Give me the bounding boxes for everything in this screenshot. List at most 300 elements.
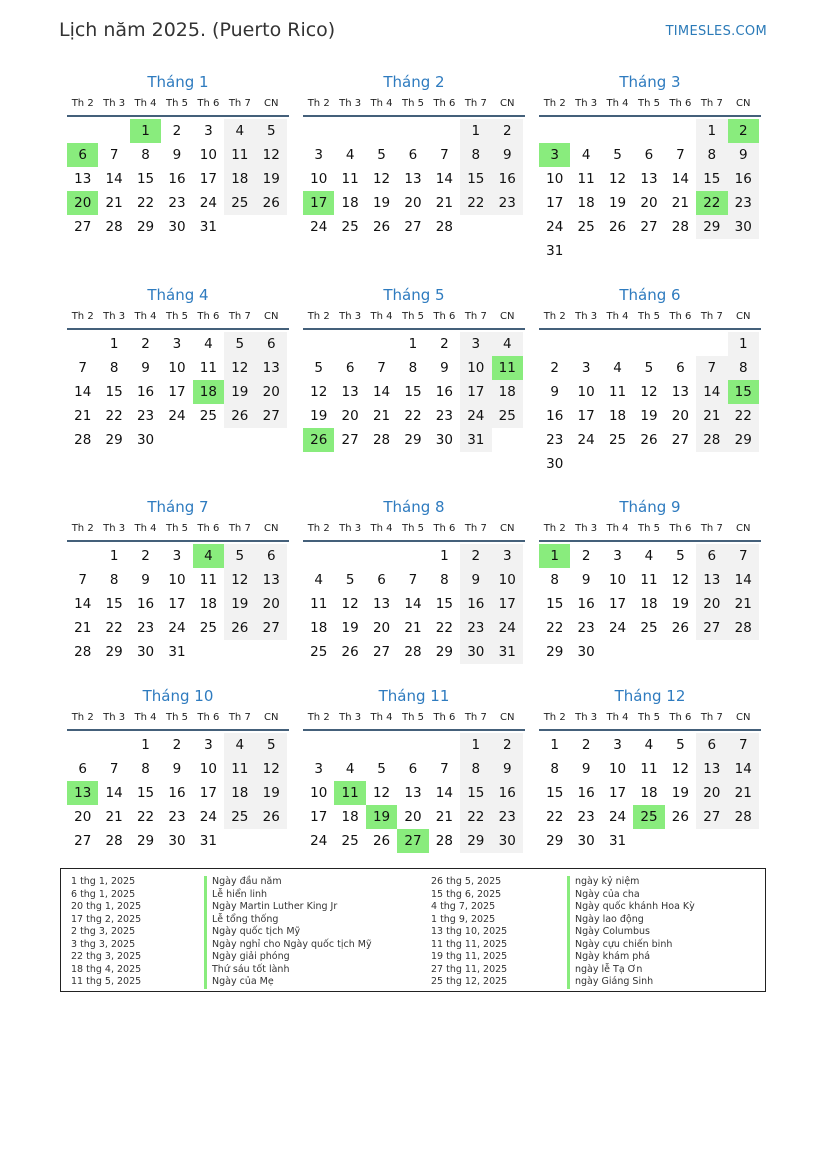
- day-cell[interactable]: 7: [728, 733, 759, 757]
- day-cell[interactable]: 23: [460, 616, 491, 640]
- day-cell[interactable]: 18: [224, 167, 255, 191]
- day-cell[interactable]: 30: [577, 644, 595, 660]
- day-cell[interactable]: 11: [341, 171, 359, 187]
- day-cell[interactable]: 11: [577, 171, 595, 187]
- day-cell[interactable]: 7: [440, 147, 449, 163]
- day-cell[interactable]: 7: [696, 356, 727, 380]
- day-cell[interactable]: 16: [492, 781, 523, 805]
- day-cell[interactable]: 24: [199, 809, 217, 825]
- day-cell[interactable]: 2: [460, 544, 491, 568]
- day-cell[interactable]: 1: [109, 548, 119, 564]
- day-cell[interactable]: 31: [460, 428, 491, 452]
- day-cell[interactable]: 13: [696, 568, 727, 592]
- day-cell[interactable]: 16: [168, 171, 186, 187]
- day-cell[interactable]: 8: [109, 360, 119, 376]
- day-cell[interactable]: 10: [608, 572, 627, 588]
- day-cell[interactable]: 26: [671, 620, 689, 636]
- day-cell[interactable]: 6: [256, 544, 287, 568]
- day-cell[interactable]: 19: [256, 167, 287, 191]
- day-cell[interactable]: 25: [199, 620, 217, 636]
- day-cell[interactable]: 9: [460, 568, 491, 592]
- day-cell[interactable]: 22: [105, 408, 123, 424]
- day-cell[interactable]: 5: [377, 147, 386, 163]
- day-cell[interactable]: 21: [105, 809, 123, 825]
- day-cell[interactable]: 28: [435, 219, 453, 235]
- day-cell[interactable]: 2: [172, 123, 182, 139]
- day-cell[interactable]: 12: [671, 572, 689, 588]
- day-cell[interactable]: 21: [435, 809, 453, 825]
- day-cell[interactable]: 17: [608, 785, 627, 801]
- day-cell[interactable]: 27: [696, 616, 727, 640]
- day-cell[interactable]: 15: [435, 596, 453, 612]
- day-cell[interactable]: 26: [608, 219, 627, 235]
- day-cell[interactable]: 1: [109, 336, 119, 352]
- day-cell[interactable]: 23: [136, 620, 155, 636]
- day-cell[interactable]: 4: [314, 572, 323, 588]
- day-cell[interactable]: 13: [404, 785, 422, 801]
- day-cell[interactable]: 24: [168, 408, 186, 424]
- day-cell[interactable]: 30: [577, 833, 595, 849]
- day-cell[interactable]: 1: [440, 548, 449, 564]
- day-cell[interactable]: 25: [224, 191, 255, 215]
- day-cell[interactable]: 23: [492, 805, 523, 829]
- day-cell[interactable]: 11: [310, 596, 328, 612]
- day-cell[interactable]: 8: [460, 143, 491, 167]
- day-cell[interactable]: 26: [224, 404, 255, 428]
- day-cell[interactable]: 2: [492, 733, 523, 757]
- day-cell[interactable]: 23: [168, 809, 186, 825]
- day-cell[interactable]: 11: [199, 360, 217, 376]
- day-cell[interactable]: 19: [671, 596, 689, 612]
- day-cell[interactable]: 22: [460, 805, 491, 829]
- day-cell[interactable]: 10: [199, 761, 217, 777]
- day-cell[interactable]: 4: [644, 737, 654, 753]
- day-cell[interactable]: 29: [460, 829, 491, 853]
- day-cell[interactable]: 24: [492, 616, 523, 640]
- day-cell[interactable]: 5: [256, 733, 287, 757]
- holiday-day-cell[interactable]: 6: [67, 143, 98, 167]
- day-cell[interactable]: 31: [168, 644, 186, 660]
- day-cell[interactable]: 2: [141, 548, 150, 564]
- day-cell[interactable]: 18: [310, 620, 328, 636]
- day-cell[interactable]: 23: [728, 191, 759, 215]
- day-cell[interactable]: 29: [404, 432, 422, 448]
- day-cell[interactable]: 5: [644, 360, 654, 376]
- day-cell[interactable]: 20: [696, 592, 727, 616]
- day-cell[interactable]: 18: [341, 809, 359, 825]
- day-cell[interactable]: 10: [199, 147, 217, 163]
- day-cell[interactable]: 28: [435, 833, 453, 849]
- day-cell[interactable]: 15: [105, 596, 123, 612]
- day-cell[interactable]: 12: [372, 171, 391, 187]
- day-cell[interactable]: 15: [546, 785, 564, 801]
- day-cell[interactable]: 3: [492, 544, 523, 568]
- day-cell[interactable]: 16: [577, 596, 595, 612]
- day-cell[interactable]: 29: [546, 644, 564, 660]
- day-cell[interactable]: 1: [141, 737, 150, 753]
- day-cell[interactable]: 18: [492, 380, 523, 404]
- day-cell[interactable]: 3: [460, 332, 491, 356]
- day-cell[interactable]: 28: [671, 219, 689, 235]
- day-cell[interactable]: 16: [168, 785, 186, 801]
- day-cell[interactable]: 9: [728, 143, 759, 167]
- day-cell[interactable]: 30: [460, 640, 491, 664]
- day-cell[interactable]: 6: [644, 147, 654, 163]
- day-cell[interactable]: 10: [310, 785, 328, 801]
- holiday-day-cell[interactable]: 15: [728, 380, 759, 404]
- day-cell[interactable]: 7: [728, 544, 759, 568]
- day-cell[interactable]: 18: [199, 596, 217, 612]
- day-cell[interactable]: 24: [460, 404, 491, 428]
- day-cell[interactable]: 1: [696, 119, 727, 143]
- day-cell[interactable]: 5: [224, 332, 255, 356]
- holiday-day-cell[interactable]: 26: [303, 428, 334, 452]
- day-cell[interactable]: 23: [492, 191, 523, 215]
- day-cell[interactable]: 27: [341, 432, 359, 448]
- holiday-day-cell[interactable]: 27: [397, 829, 428, 853]
- day-cell[interactable]: 10: [492, 568, 523, 592]
- day-cell[interactable]: 5: [314, 360, 323, 376]
- day-cell[interactable]: 29: [136, 219, 155, 235]
- day-cell[interactable]: 1: [408, 336, 418, 352]
- day-cell[interactable]: 16: [546, 408, 564, 424]
- day-cell[interactable]: 4: [644, 548, 654, 564]
- day-cell[interactable]: 14: [74, 384, 92, 400]
- day-cell[interactable]: 14: [671, 171, 689, 187]
- day-cell[interactable]: 16: [728, 167, 759, 191]
- day-cell[interactable]: 21: [728, 592, 759, 616]
- day-cell[interactable]: 26: [256, 805, 287, 829]
- day-cell[interactable]: 29: [136, 833, 155, 849]
- day-cell[interactable]: 28: [404, 644, 422, 660]
- day-cell[interactable]: 27: [696, 805, 727, 829]
- day-cell[interactable]: 17: [199, 785, 217, 801]
- day-cell[interactable]: 14: [372, 384, 391, 400]
- day-cell[interactable]: 8: [141, 147, 150, 163]
- day-cell[interactable]: 25: [492, 404, 523, 428]
- holiday-day-cell[interactable]: 17: [303, 191, 334, 215]
- day-cell[interactable]: 15: [460, 781, 491, 805]
- day-cell[interactable]: 12: [256, 143, 287, 167]
- day-cell[interactable]: 20: [256, 592, 287, 616]
- day-cell[interactable]: 11: [608, 384, 627, 400]
- day-cell[interactable]: 5: [676, 737, 685, 753]
- day-cell[interactable]: 16: [136, 596, 155, 612]
- day-cell[interactable]: 29: [435, 644, 453, 660]
- day-cell[interactable]: 26: [341, 644, 359, 660]
- day-cell[interactable]: 7: [676, 147, 685, 163]
- day-cell[interactable]: 6: [78, 761, 87, 777]
- day-cell[interactable]: 7: [408, 572, 418, 588]
- day-cell[interactable]: 30: [728, 215, 759, 239]
- day-cell[interactable]: 14: [105, 171, 123, 187]
- day-cell[interactable]: 6: [256, 332, 287, 356]
- day-cell[interactable]: 16: [136, 384, 155, 400]
- day-cell[interactable]: 14: [74, 596, 92, 612]
- day-cell[interactable]: 24: [546, 219, 564, 235]
- day-cell[interactable]: 28: [74, 432, 92, 448]
- day-cell[interactable]: 2: [492, 119, 523, 143]
- day-cell[interactable]: 11: [640, 572, 658, 588]
- day-cell[interactable]: 16: [460, 592, 491, 616]
- day-cell[interactable]: 17: [577, 408, 595, 424]
- day-cell[interactable]: 26: [640, 432, 658, 448]
- holiday-day-cell[interactable]: 25: [633, 805, 664, 829]
- holiday-day-cell[interactable]: 11: [334, 781, 365, 805]
- day-cell[interactable]: 26: [256, 191, 287, 215]
- day-cell[interactable]: 17: [168, 596, 186, 612]
- day-cell[interactable]: 3: [581, 360, 591, 376]
- day-cell[interactable]: 13: [341, 384, 359, 400]
- day-cell[interactable]: 30: [492, 829, 523, 853]
- day-cell[interactable]: 22: [136, 809, 155, 825]
- holiday-day-cell[interactable]: 2: [728, 119, 759, 143]
- day-cell[interactable]: 19: [310, 408, 328, 424]
- day-cell[interactable]: 9: [141, 360, 150, 376]
- day-cell[interactable]: 7: [109, 147, 119, 163]
- day-cell[interactable]: 17: [199, 171, 217, 187]
- day-cell[interactable]: 15: [404, 384, 422, 400]
- day-cell[interactable]: 10: [460, 356, 491, 380]
- day-cell[interactable]: 8: [550, 761, 559, 777]
- day-cell[interactable]: 2: [581, 737, 591, 753]
- day-cell[interactable]: 17: [310, 809, 328, 825]
- day-cell[interactable]: 29: [105, 432, 123, 448]
- day-cell[interactable]: 19: [341, 620, 359, 636]
- day-cell[interactable]: 8: [440, 572, 449, 588]
- day-cell[interactable]: 30: [435, 432, 453, 448]
- day-cell[interactable]: 12: [310, 384, 328, 400]
- day-cell[interactable]: 15: [546, 596, 564, 612]
- day-cell[interactable]: 21: [435, 195, 453, 211]
- day-cell[interactable]: 13: [671, 384, 689, 400]
- day-cell[interactable]: 19: [671, 785, 689, 801]
- day-cell[interactable]: 2: [172, 737, 182, 753]
- day-cell[interactable]: 9: [581, 761, 591, 777]
- day-cell[interactable]: 16: [577, 785, 595, 801]
- day-cell[interactable]: 8: [408, 360, 418, 376]
- day-cell[interactable]: 27: [404, 219, 422, 235]
- day-cell[interactable]: 3: [613, 737, 622, 753]
- day-cell[interactable]: 23: [136, 408, 155, 424]
- day-cell[interactable]: 4: [492, 332, 523, 356]
- day-cell[interactable]: 8: [141, 761, 150, 777]
- day-cell[interactable]: 3: [204, 123, 213, 139]
- day-cell[interactable]: 9: [141, 572, 150, 588]
- day-cell[interactable]: 24: [310, 219, 328, 235]
- day-cell[interactable]: 9: [550, 384, 559, 400]
- day-cell[interactable]: 28: [105, 219, 123, 235]
- day-cell[interactable]: 5: [613, 147, 622, 163]
- day-cell[interactable]: 5: [224, 544, 255, 568]
- holiday-day-cell[interactable]: 1: [130, 119, 161, 143]
- day-cell[interactable]: 12: [608, 171, 627, 187]
- day-cell[interactable]: 3: [172, 548, 182, 564]
- day-cell[interactable]: 23: [546, 432, 564, 448]
- day-cell[interactable]: 28: [696, 428, 727, 452]
- day-cell[interactable]: 10: [546, 171, 564, 187]
- holiday-day-cell[interactable]: 3: [539, 143, 570, 167]
- day-cell[interactable]: 21: [728, 781, 759, 805]
- day-cell[interactable]: 27: [640, 219, 658, 235]
- day-cell[interactable]: 25: [310, 644, 328, 660]
- day-cell[interactable]: 6: [676, 360, 685, 376]
- day-cell[interactable]: 30: [136, 644, 155, 660]
- day-cell[interactable]: 13: [256, 356, 287, 380]
- day-cell[interactable]: 25: [577, 219, 595, 235]
- day-cell[interactable]: 5: [377, 761, 386, 777]
- day-cell[interactable]: 6: [345, 360, 355, 376]
- holiday-day-cell[interactable]: 1: [539, 544, 570, 568]
- day-cell[interactable]: 3: [172, 336, 182, 352]
- holiday-day-cell[interactable]: 18: [193, 380, 224, 404]
- day-cell[interactable]: 18: [640, 785, 658, 801]
- day-cell[interactable]: 19: [608, 195, 627, 211]
- holiday-day-cell[interactable]: 4: [193, 544, 224, 568]
- day-cell[interactable]: 21: [105, 195, 123, 211]
- day-cell[interactable]: 31: [199, 833, 217, 849]
- day-cell[interactable]: 12: [671, 761, 689, 777]
- day-cell[interactable]: 17: [546, 195, 564, 211]
- day-cell[interactable]: 21: [404, 620, 422, 636]
- day-cell[interactable]: 12: [341, 596, 359, 612]
- day-cell[interactable]: 22: [460, 191, 491, 215]
- day-cell[interactable]: 4: [613, 360, 622, 376]
- brand-link[interactable]: TIMESLES.COM: [665, 24, 767, 39]
- day-cell[interactable]: 17: [168, 384, 186, 400]
- day-cell[interactable]: 28: [728, 805, 759, 829]
- day-cell[interactable]: 15: [696, 167, 727, 191]
- day-cell[interactable]: 17: [492, 592, 523, 616]
- day-cell[interactable]: 24: [608, 620, 627, 636]
- day-cell[interactable]: 25: [608, 432, 627, 448]
- day-cell[interactable]: 20: [696, 781, 727, 805]
- day-cell[interactable]: 9: [492, 757, 523, 781]
- day-cell[interactable]: 22: [728, 404, 759, 428]
- day-cell[interactable]: 17: [608, 596, 627, 612]
- day-cell[interactable]: 9: [172, 147, 182, 163]
- day-cell[interactable]: 6: [696, 544, 727, 568]
- day-cell[interactable]: 1: [460, 119, 491, 143]
- holiday-day-cell[interactable]: 19: [366, 805, 397, 829]
- day-cell[interactable]: 6: [408, 761, 418, 777]
- day-cell[interactable]: 10: [577, 384, 595, 400]
- day-cell[interactable]: 11: [199, 572, 217, 588]
- day-cell[interactable]: 27: [74, 833, 92, 849]
- day-cell[interactable]: 7: [78, 572, 87, 588]
- day-cell[interactable]: 26: [224, 616, 255, 640]
- day-cell[interactable]: 14: [435, 785, 453, 801]
- day-cell[interactable]: 4: [224, 119, 255, 143]
- day-cell[interactable]: 10: [168, 360, 186, 376]
- day-cell[interactable]: 9: [172, 761, 182, 777]
- day-cell[interactable]: 28: [74, 644, 92, 660]
- day-cell[interactable]: 22: [435, 620, 453, 636]
- day-cell[interactable]: 28: [728, 616, 759, 640]
- day-cell[interactable]: 20: [256, 380, 287, 404]
- day-cell[interactable]: 12: [224, 356, 255, 380]
- day-cell[interactable]: 22: [136, 195, 155, 211]
- day-cell[interactable]: 2: [440, 336, 449, 352]
- day-cell[interactable]: 29: [546, 833, 564, 849]
- day-cell[interactable]: 4: [204, 336, 213, 352]
- day-cell[interactable]: 14: [728, 757, 759, 781]
- day-cell[interactable]: 27: [671, 432, 689, 448]
- day-cell[interactable]: 19: [256, 781, 287, 805]
- day-cell[interactable]: 18: [640, 596, 658, 612]
- day-cell[interactable]: 11: [224, 757, 255, 781]
- day-cell[interactable]: 19: [224, 380, 255, 404]
- day-cell[interactable]: 19: [372, 195, 391, 211]
- day-cell[interactable]: 14: [105, 785, 123, 801]
- day-cell[interactable]: 2: [550, 360, 559, 376]
- day-cell[interactable]: 24: [310, 833, 328, 849]
- day-cell[interactable]: 22: [404, 408, 422, 424]
- day-cell[interactable]: 25: [640, 620, 658, 636]
- day-cell[interactable]: 31: [608, 833, 627, 849]
- day-cell[interactable]: 20: [640, 195, 658, 211]
- day-cell[interactable]: 6: [377, 572, 386, 588]
- day-cell[interactable]: 21: [696, 404, 727, 428]
- day-cell[interactable]: 4: [345, 761, 355, 777]
- day-cell[interactable]: 31: [546, 243, 564, 259]
- day-cell[interactable]: 20: [341, 408, 359, 424]
- day-cell[interactable]: 30: [168, 833, 186, 849]
- day-cell[interactable]: 15: [105, 384, 123, 400]
- day-cell[interactable]: 21: [74, 408, 92, 424]
- day-cell[interactable]: 4: [345, 147, 355, 163]
- day-cell[interactable]: 21: [372, 408, 391, 424]
- day-cell[interactable]: 30: [168, 219, 186, 235]
- day-cell[interactable]: 25: [341, 219, 359, 235]
- day-cell[interactable]: 22: [546, 809, 564, 825]
- day-cell[interactable]: 23: [577, 620, 595, 636]
- day-cell[interactable]: 1: [550, 737, 559, 753]
- day-cell[interactable]: 23: [577, 809, 595, 825]
- day-cell[interactable]: 13: [74, 171, 92, 187]
- day-cell[interactable]: 18: [577, 195, 595, 211]
- day-cell[interactable]: 16: [492, 167, 523, 191]
- day-cell[interactable]: 10: [608, 761, 627, 777]
- day-cell[interactable]: 7: [78, 360, 87, 376]
- day-cell[interactable]: 14: [435, 171, 453, 187]
- day-cell[interactable]: 6: [696, 733, 727, 757]
- day-cell[interactable]: 8: [460, 757, 491, 781]
- day-cell[interactable]: 2: [141, 336, 150, 352]
- day-cell[interactable]: 13: [256, 568, 287, 592]
- day-cell[interactable]: 5: [676, 548, 685, 564]
- day-cell[interactable]: 3: [204, 737, 213, 753]
- day-cell[interactable]: 22: [546, 620, 564, 636]
- holiday-day-cell[interactable]: 22: [696, 191, 727, 215]
- day-cell[interactable]: 11: [224, 143, 255, 167]
- day-cell[interactable]: 26: [372, 833, 391, 849]
- day-cell[interactable]: 29: [105, 644, 123, 660]
- day-cell[interactable]: 21: [671, 195, 689, 211]
- day-cell[interactable]: 5: [345, 572, 355, 588]
- holiday-day-cell[interactable]: 20: [67, 191, 98, 215]
- day-cell[interactable]: 12: [224, 568, 255, 592]
- day-cell[interactable]: 8: [109, 572, 119, 588]
- day-cell[interactable]: 24: [577, 432, 595, 448]
- day-cell[interactable]: 29: [696, 215, 727, 239]
- day-cell[interactable]: 10: [310, 171, 328, 187]
- day-cell[interactable]: 8: [728, 356, 759, 380]
- day-cell[interactable]: 7: [377, 360, 386, 376]
- day-cell[interactable]: 2: [581, 548, 591, 564]
- day-cell[interactable]: 12: [640, 384, 658, 400]
- day-cell[interactable]: 10: [168, 572, 186, 588]
